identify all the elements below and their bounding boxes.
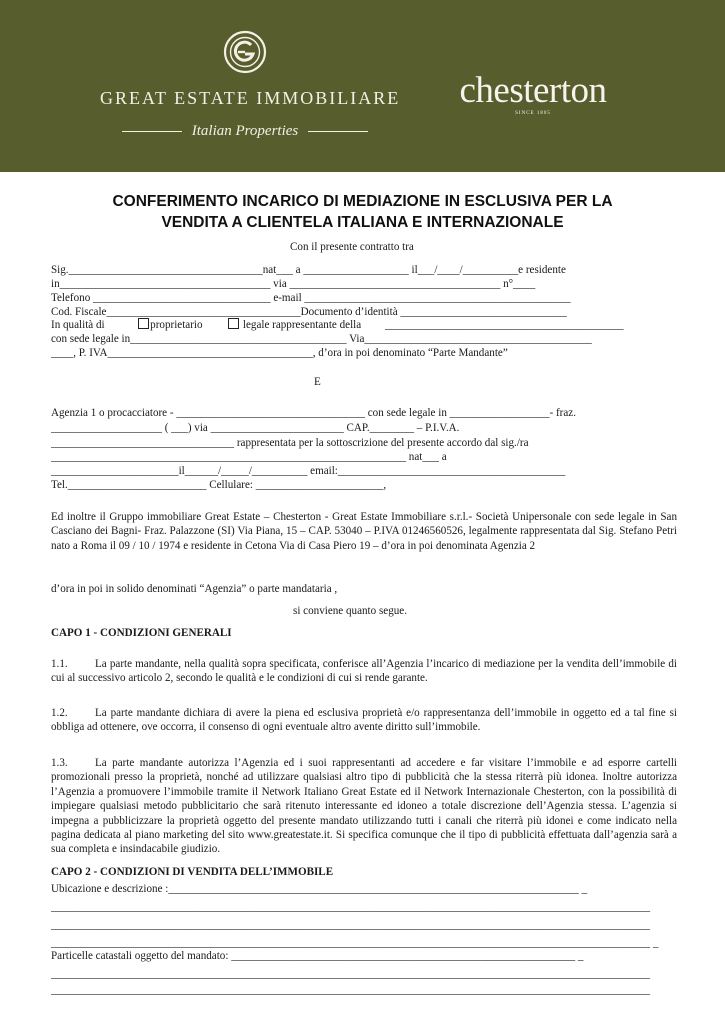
capo-1-heading: CAPO 1 - CONDIZIONI GENERALI [51,627,232,639]
particelle-line-1[interactable]: ____________________________________________________________________________________________________________ [51,968,651,980]
mandante-line-4[interactable]: Cod. Fiscale___________________________________Documento d’identità ______________________________ [51,306,567,318]
article-1-2-text: La parte mandante dichiara di avere la piena ed esclusiva proprietà e/o rappresentanza dell’immobile in oggetto ed a tal fine si obbliga ad ottenere, ove occorra, il consenso di ogni eventuale altro avente diritto sull’immobile. [51,707,677,734]
particelle-line-2[interactable]: ____________________________________________________________________________________________________________ [51,984,651,996]
tagline-text: Italian Properties [191,123,299,139]
mandante-line-2[interactable]: in______________________________________ via ______________________________________ n°____ [51,278,536,290]
agenzia-line-3[interactable]: _________________________________ rappresentata per la sottoscrizione del presente accordo dal sig./ra [51,437,529,449]
conviene-text: si conviene quanto segue. [293,605,407,617]
tagline-rule-left [122,131,182,132]
great-estate-logo-icon [223,30,267,74]
brand-tagline [100,123,390,140]
mandante-line-7[interactable]: ____, P. IVA_____________________________________, d’ora in poi denominato “Parte Mandante” [51,347,508,359]
article-1-3-text: La parte mandante autorizza l’Agenzia ed i suoi rappresentanti ad accedere e far visitare l’immobile e ad esporre cartelli promozionali presso la proprietà, nonché ad utilizzare qualsiasi altro tipo di pubblicità che la stessa riterrà più idonea. Inoltre autorizza l’Agenzia a promuovere l’immobile tramite il Network Italiano Great Estate ed il Network Internazionale Chesterton, con la possibilità di impiegare qualsiasi metodo pubblicitario che sarà ritenuto interessante ed idoneo a totale discrezione dell’Agenzia stessa. L’agenzia si impegna a pubblicizzare la proprietà oggetto del presente mandato utilizzando tutti i canali che riterrà più idonei e come indicato nella pagina dedicata al piano marketing del sito www.greatestate.it. Si specifica comunque che il tipo di pubblicità effettuata dall’agenzia sarà a sua completa e insindacabile giudizio. [51,757,677,856]
agenzia-line-1[interactable]: Agenzia 1 o procacciatore - __________________________________ con sede legale in __________________- fraz. [51,407,576,419]
article-1-1-text: La parte mandante, nella qualità sopra specificata, conferisce all’Agenzia l’incarico di mediazione per la vendita dell’immobile di cui al successivo articolo 2, secondo le qualità e le condizioni di cui si rende garante. [51,658,677,685]
article-1-3 [51,756,677,857]
article-1-1 [51,657,677,686]
great-estate-logo [100,30,401,140]
article-1-1-number: 1.1. [51,658,68,670]
societa-field[interactable]: ___________________________________________ [385,319,624,331]
mandante-line-5 [51,318,361,332]
title-line-2: VENDITA A CLIENTELA ITALIANA E INTERNAZIONALE [161,214,564,231]
particelle-field[interactable]: Particelle catastali oggetto del mandato: ______________________________________________________________ _ [51,950,584,962]
chesterton-since: SINCE 1805 [515,111,551,116]
article-1-2 [51,706,677,735]
legale-rappresentante-label: legale rappresentante della [242,319,362,331]
descrizione-line-2[interactable]: ____________________________________________________________________________________________________________ [51,919,651,931]
agenzia-line-2[interactable]: ____________________ ( ___) via ________________________ CAP.________ – P.I.V.A. [51,422,460,434]
article-1-2-number: 1.2. [51,707,68,719]
agenzia-line-4[interactable]: ________________________________________________________________ nat___ a [51,451,447,463]
chesterton-wordmark: chesterton [459,70,607,111]
legale-rappresentante-checkbox[interactable] [228,318,239,329]
article-1-3-number: 1.3. [51,757,68,769]
brand-name: GREAT ESTATE IMMOBILIARE [100,88,401,108]
header-band [0,0,725,172]
solido-text: d’ora in poi in solido denominati “Agenzia” o parte mandataria , [51,583,338,595]
descrizione-line-3[interactable]: ____________________________________________________________________________________________________________ _ [51,937,659,949]
mandante-line-1[interactable]: Sig.___________________________________nat___ a ___________________ il___/____/__________e residente [51,264,566,276]
descrizione-line-1[interactable]: ____________________________________________________________________________________________________________ [51,901,651,913]
agenzia-line-6[interactable]: Tel._________________________ Cellulare: _______________________, [51,479,387,491]
chesterton-logo [443,72,623,116]
capo-2-heading: CAPO 2 - CONDIZIONI DI VENDITA DELL’IMMOBILE [51,866,334,878]
ubicazione-field[interactable]: Ubicazione e descrizione :__________________________________________________________________________ _ [51,883,588,895]
title-line-1: CONFERIMENTO INCARICO DI MEDIAZIONE IN ESCLUSIVA PER LA [112,193,613,210]
tagline-rule-right [308,131,368,132]
proprietario-label: proprietario [150,319,203,331]
intro-text: Con il presente contratto tra [290,241,414,253]
gruppo-paragraph: Ed inoltre il Gruppo immobiliare Great Estate – Chesterton - Great Estate Immobiliare s.r.l.- Società Unipersonale con sede legale in San Casciano dei Bagni- Fraz. Palazzone (SI) Via Piana, 15 – CAP. 53040 – P.IVA 01246560526, legalmente rappresentata dal Sig. Stefano Petri nato a Roma il 09 / 10 / 1974 e residente in Cetona Via di Casa Piero 19 – d’ora in poi denominata Agenzia 2 [51,511,677,552]
mandante-line-3[interactable]: Telefono ________________________________ e-mail ________________________________________________ [51,292,571,304]
document-title [40,191,685,233]
mandante-line-6[interactable]: con sede legale in_______________________________________ Via_________________________________________ [51,333,592,345]
proprietario-checkbox[interactable] [138,318,149,329]
and-separator: E [314,376,321,388]
agenzia-line-5[interactable]: _______________________il______/_____/__________ email:_________________________________________ [51,465,566,477]
qualita-label: In qualità di [51,319,105,331]
